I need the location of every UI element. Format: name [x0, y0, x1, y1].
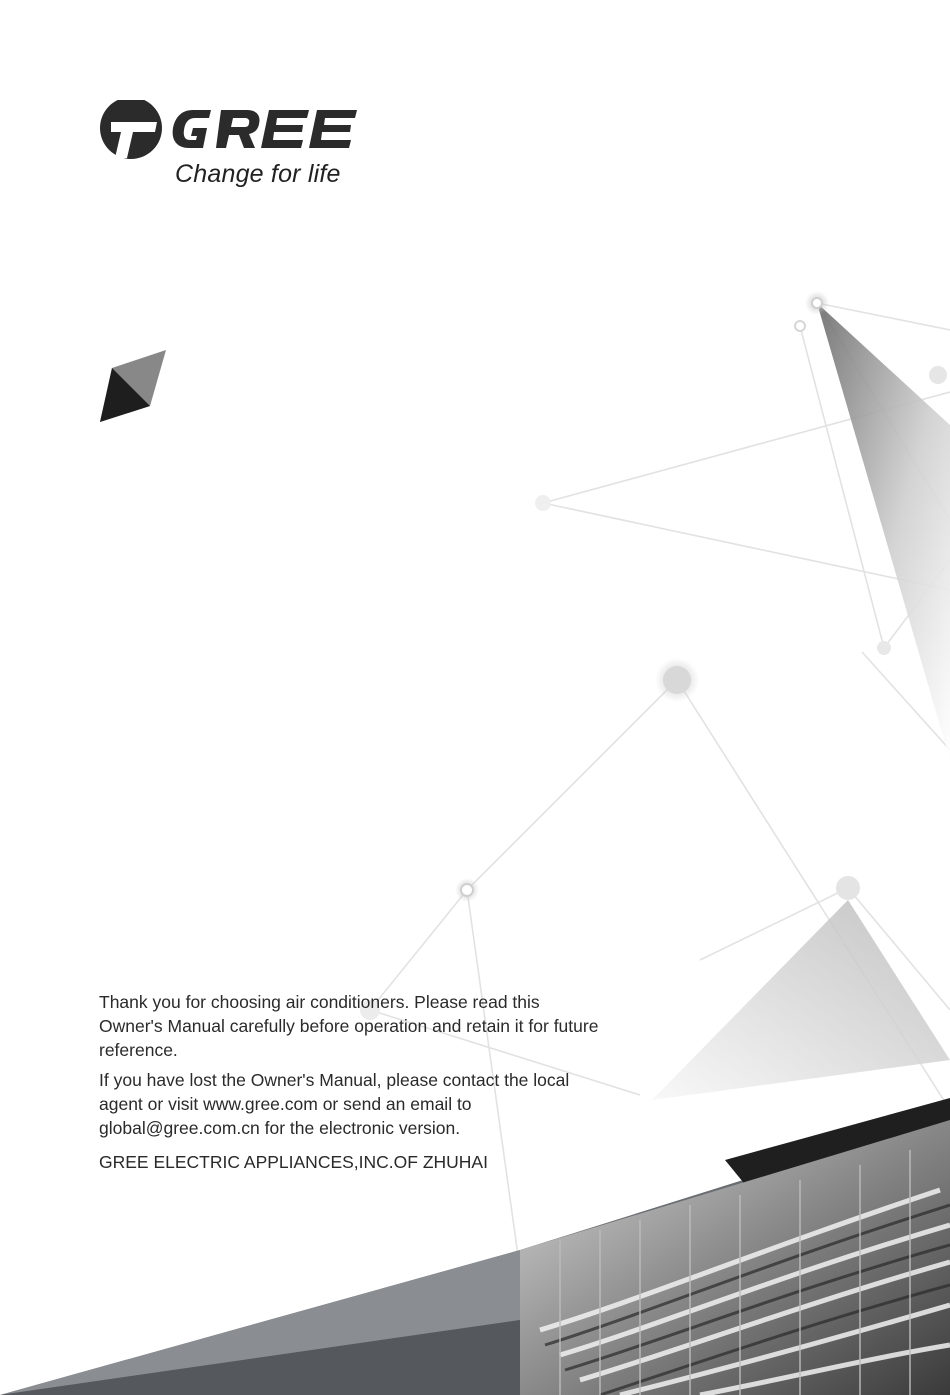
diamond-icon: [96, 348, 170, 424]
intro-paragraph-thank-you: Thank you for choosing air conditioners. Please read this Owner's Manual carefully before operation and retain it for future reference.: [99, 992, 599, 1060]
gradient-triangle-mid: [652, 900, 950, 1100]
gree-logo-wordmark: [173, 110, 357, 148]
intro-paragraph-lost-manual: If you have lost the Owner's Manual, please contact the local agent or visit www.gree.com or send an email to global@gree.com.cn for the electronic version.: [99, 1070, 570, 1138]
brand-tagline: Change for life: [175, 160, 341, 188]
gree-logo-mark: [100, 100, 162, 159]
company-name: GREE ELECTRIC APPLIANCES,INC.OF ZHUHAI: [99, 1152, 488, 1172]
building-photo: [520, 1110, 950, 1395]
